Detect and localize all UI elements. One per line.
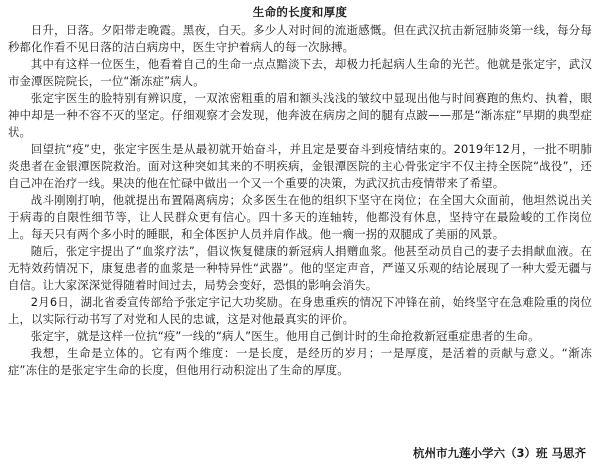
paragraph-4: 回望抗“疫”史，张定宇医生是从最初就开始奋斗，并且定是要奋斗到疫情结束的。2019年12月，一批不明肺炎患者在金银潭医院救治。面对这种突如其来的不明疾病，金银潭医院的主心骨张定宇不仅主持全医院“战役”，还自己冲在治疗一线。果决的他在忙碌中做出一个又一个重要的决策，为武汉抗击疫情带来了希望。: [8, 142, 592, 190]
paragraph-3: 张定宇医生的脸特别有辨识度，一双浓密粗重的眉和额头浅浅的皱纹中显现出他与时间赛跑的焦灼、执着，眼神中却是一种不容不灭的坚定。仔细观察才会发现，他奔波在病房之间的腿有点跛——那是“渐冻症”早期的典型症状。: [8, 91, 592, 139]
paragraph-9: 我想，生命是立体的。它有两个维度：一是长度，是经历的岁月；一是厚度，是活着的贡献与意义。“渐冻症”冻住的是张定宇生命的长度，但他用行动积淀出了生命的厚度。: [8, 346, 592, 377]
essay-title: 生命的长度和厚度: [252, 5, 348, 19]
paragraph-1: 日升，日落。夕阳带走晚霞。黑夜，白天。多少人对时间的流逝感慨。但在武汉抗击新冠肺炎第一线，每分每秒都化作看不见日落的洁白病房中，医生守护着病人的每一次脉搏。: [8, 23, 592, 54]
paragraph-7: 2月6日，湖北省委宣传部给予张定宇记大功奖励。在身患重疾的情况下冲锋在前，始终坚守在急难险重的岗位上，以实际行动书写了对党和人民的忠诚，这是对他最真实的评价。: [8, 295, 592, 326]
paragraph-8: 张定宇，就是这样一位抗“疫”一线的“病人”医生。他用自己倒计时的生命抢救新冠重症患者的生命。: [30, 329, 540, 343]
author-signature: 杭州市九莲小学六（3）班 马思齐: [412, 446, 586, 460]
paragraph-6: 随后，张定宇提出了“血浆疗法”，倡议恢复健康的新冠病人捐赠血浆。他甚至动员自己的妻子去捐献血液。在无特效药情况下，康复患者的血浆是一种特异性“武器”。他的坚定声音，严谨又乐观的结论展现了一种大爱无疆与自信。让大家深深觉得随着时间过去，局势会变好，恐惧的影响会消失。: [8, 244, 592, 292]
essay-body: [8, 22, 592, 379]
paragraph-2: 其中有这样一位医生，他看着自己的生命一点点黯淡下去，却极力托起病人生命的光芒。他就是张定宇，武汉市金潭医院院长，一位“渐冻症”病人。: [8, 57, 592, 88]
paragraph-5: 战斗刚刚打响，他就提出布置隔离病房；众多医生在他的组织下坚守在岗位；在全国大众面前，他坦然说出关于病毒的自限性细节等，让人民群众更有信心。四十多天的连轴转，他都没有休息，坚持守在最险峻的工作岗位上。每天只有两个多小时的睡眠，和全体医护人员并肩作战。他一瘸一拐的双腿成了美丽的风景。: [8, 193, 592, 241]
